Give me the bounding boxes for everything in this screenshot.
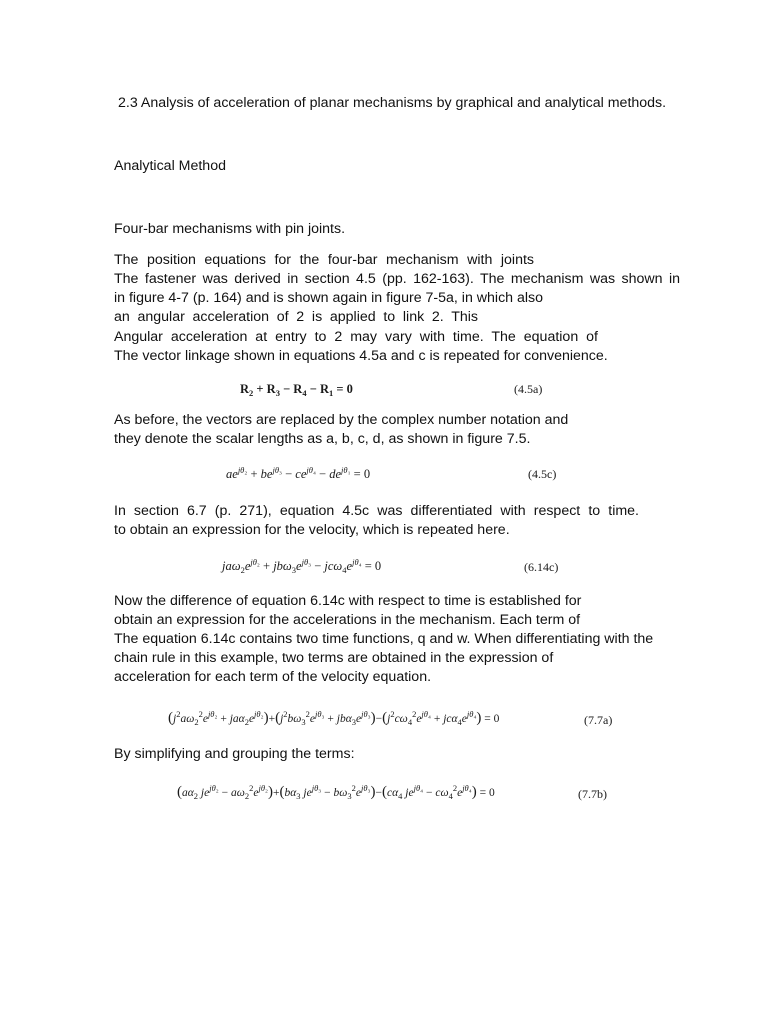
equation-7-7a: $(j^2a\omega_2^2e^{j\theta_2} + ja\alpha_2e^{j\theta_2})+(j^2b\omega_3^2e^{j\theta_3} + jb\alpha_3e^{j\theta_3})-(j^2c\omega_4^2e^{j\theta_4} + jc\alpha_4e^{j\theta_4}) = 0$ (168, 709, 500, 727)
equation-number-4-5a: (4.5a) (514, 382, 543, 396)
para2-line-2: they denote the scalar lengths as a, b, c, d, as shown in figure 7.5. (114, 431, 531, 447)
equation-number-7-7a: (7.7a) (584, 713, 613, 727)
equation-4-5c: $ae^{j\theta_2} + be^{j\theta_3} - ce^{j\theta_4} - de^{j\theta_1} = 0$ (226, 465, 371, 481)
para1-line-6: The vector linkage shown in equations 4.5a and c is repeated for convenience. (114, 348, 608, 364)
para1-line-2: The fastener was derived in section 4.5 (pp. 162-163). The mechanism was shown in (114, 271, 680, 287)
para4-line-2: obtain an expression for the accelerations in the mechanism. Each term of (114, 612, 581, 628)
para4-line-4: chain rule in this example, two terms are obtained in the expression of (114, 650, 554, 666)
equation-7-7b: ($a\alpha_2$ $je^{j\theta_2} - a\omega_2^2e^{j\theta_2})+(b\alpha_3$ $je^{j\theta_3} - b\omega_3^2e^{j\theta_3})-(c\alpha_4$ $je^{j\theta_4} - c\omega_4^2e^{j\theta_4}) = 0$ (177, 783, 495, 801)
para4-line-5: acceleration for each term of the velocity equation. (114, 669, 432, 685)
para3-line-2: to obtain an expression for the velocity, which is repeated here. (114, 522, 510, 538)
para1-line-3: in figure 4-7 (p. 164) and is shown again in figure 7-5a, in which also (114, 290, 544, 306)
para1-line-1: The position equations for the four-bar mechanism with joints (114, 252, 534, 268)
subheading: Analytical Method (114, 158, 226, 174)
para4-line-1: Now the difference of equation 6.14c with respect to time is established for (114, 593, 582, 609)
equation-6-14c: $ja\omega_2e^{j\theta_2} + jb\omega_3e^{j\theta_3} - jc\omega_4e^{j\theta_4} = 0$ (222, 557, 382, 575)
equation-number-6-14c: (6.14c) (524, 560, 559, 574)
equation-4-5a: $R_2 + R_3 - R_4 - R_1 = 0$ (240, 382, 353, 398)
section-heading: 2.3 Analysis of acceleration of planar mechanisms by graphical and analytical methods. (118, 95, 667, 111)
topic-line: Four-bar mechanisms with pin joints. (114, 221, 346, 237)
para4-line-3: The equation 6.14c contains two time functions, q and w. When differentiating with the (114, 631, 654, 647)
para3-line-1: In section 6.7 (p. 271), equation 4.5c was differentiated with respect to time. (114, 503, 639, 519)
para1-line-5: Angular acceleration at entry to 2 may vary with time. The equation of (114, 329, 598, 345)
para2-line-1: As before, the vectors are replaced by the complex number notation and (114, 412, 569, 428)
para1-line-4: an angular acceleration of 2 is applied to link 2. This (114, 309, 478, 325)
para5: By simplifying and grouping the terms: (114, 746, 355, 762)
equation-number-7-7b: (7.7b) (578, 787, 607, 801)
equation-number-4-5c: (4.5c) (528, 467, 557, 481)
